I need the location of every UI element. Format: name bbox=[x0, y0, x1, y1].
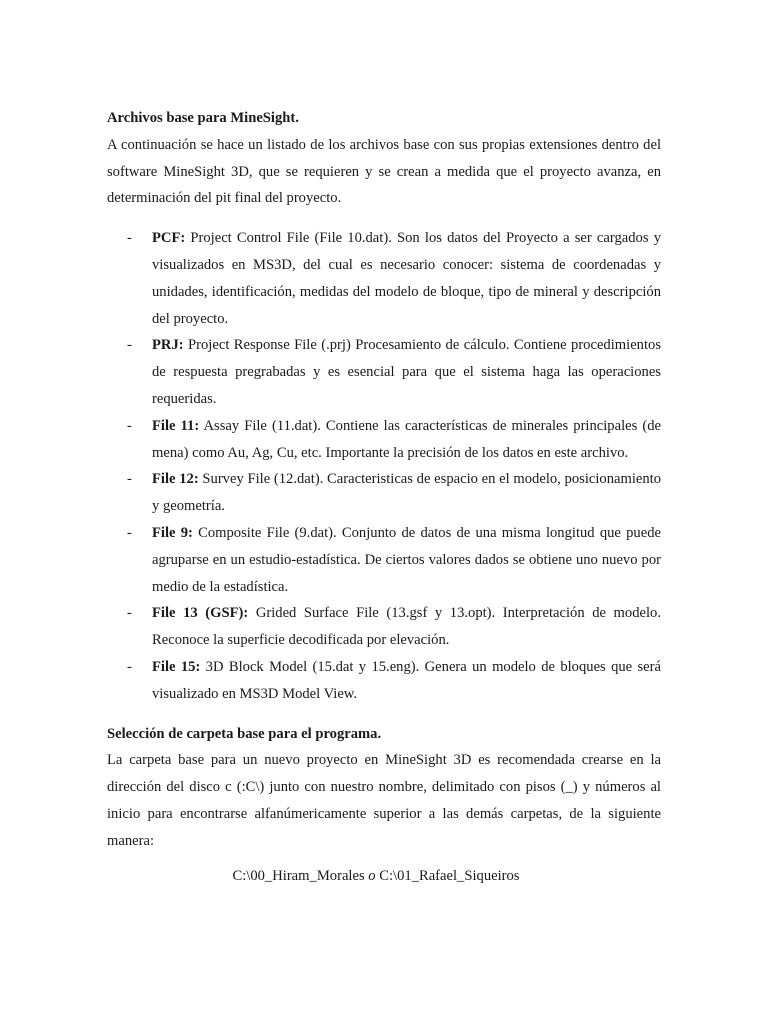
file-list bbox=[107, 225, 661, 707]
conjunction-text: o bbox=[368, 867, 376, 884]
list-dash: - bbox=[127, 417, 132, 434]
list-item-term: File 15: bbox=[152, 658, 201, 675]
list-dash: - bbox=[127, 605, 132, 622]
section-heading-archivos-base: Archivos base para MineSight. bbox=[107, 110, 299, 126]
list-dash: - bbox=[127, 471, 132, 488]
list-item-file-12 bbox=[107, 466, 661, 520]
list-item-description: Survey File (12.dat). Caracteristicas de espacio en el modelo, posicionamiento y geometría. bbox=[152, 471, 662, 515]
section-heading-carpeta-base: Selección de carpeta base para el programa. bbox=[107, 725, 382, 742]
intro-paragraph: A continuación se hace un listado de los archivos base con sus propias extensiones dentro del software MineSight 3D, que se requieren y se crean a medida que el proyecto avanza, en determinación del pit final del proyecto. bbox=[107, 136, 661, 207]
list-item-term: File 13 (GSF): bbox=[152, 605, 249, 622]
folder-path-1: C:\00_Hiram_Morales bbox=[232, 867, 369, 884]
list-item-description: Project Response File (.prj) Procesamiento de cálculo. Contiene procedimientos de respuesta pregrabadas y es esencial para que el sistema haga las operaciones requeridas. bbox=[152, 337, 661, 407]
list-item-description: Assay File (11.dat). Contiene las características de minerales principales (de mena) como Au, Ag, Cu, etc. Importante la precisión de los datos en este archivo. bbox=[152, 417, 661, 461]
folder-path-example bbox=[107, 863, 661, 890]
list-item-description: Project Control File (File 10.dat). Son los datos del Proyecto a ser cargados y visualizados en MS3D, del cual es necesario conocer: sistema de coordenadas y unidades, identificación, medidas del modelo de bloque, tipo de mineral y descripción del proyecto. bbox=[152, 230, 661, 327]
carpeta-base-paragraph: La carpeta base para un nuevo proyecto en MineSight 3D es recomendada crearse en la dirección del disco c (:C\) junto con nuestro nombre, delimitado con pisos (_) y números al inicio para encontrarse alfanúmericamente superior a las demás carpetas, de la siguiente manera: bbox=[107, 752, 661, 849]
list-item-file-11 bbox=[107, 413, 661, 467]
list-item-term: PCF: bbox=[152, 230, 186, 247]
list-dash: - bbox=[127, 337, 132, 354]
list-item-description: Grided Surface File (13.gsf y 13.opt). Interpretación de modelo. Reconoce la superficie decodificada por elevación. bbox=[152, 605, 661, 649]
list-item-description: 3D Block Model (15.dat y 15.eng). Genera un modelo de bloques que será visualizado en MS3D Model View. bbox=[152, 658, 661, 702]
list-item-file-15 bbox=[107, 654, 661, 708]
list-item-term: PRJ: bbox=[152, 337, 184, 354]
list-dash: - bbox=[127, 524, 132, 541]
section-carpeta-base bbox=[107, 721, 661, 855]
list-item-file-9 bbox=[107, 520, 661, 600]
document-content bbox=[107, 105, 661, 904]
list-item-prj bbox=[107, 332, 661, 412]
list-item-term: File 12: bbox=[152, 471, 199, 488]
list-item-description: Composite File (9.dat). Conjunto de datos de una misma longitud que puede agruparse en un estudio-estadística. De ciertos valores dados se obtiene uno nuevo por medio de la estadística. bbox=[152, 524, 661, 595]
folder-path-2: C:\01_Rafael_Siqueiros bbox=[375, 867, 520, 884]
list-item-file-13 bbox=[107, 600, 661, 654]
list-item-pcf bbox=[107, 225, 661, 332]
list-dash: - bbox=[127, 658, 132, 675]
list-item-term: File 9: bbox=[152, 524, 193, 541]
list-item-term: File 11: bbox=[152, 417, 200, 434]
list-dash: - bbox=[127, 230, 132, 247]
